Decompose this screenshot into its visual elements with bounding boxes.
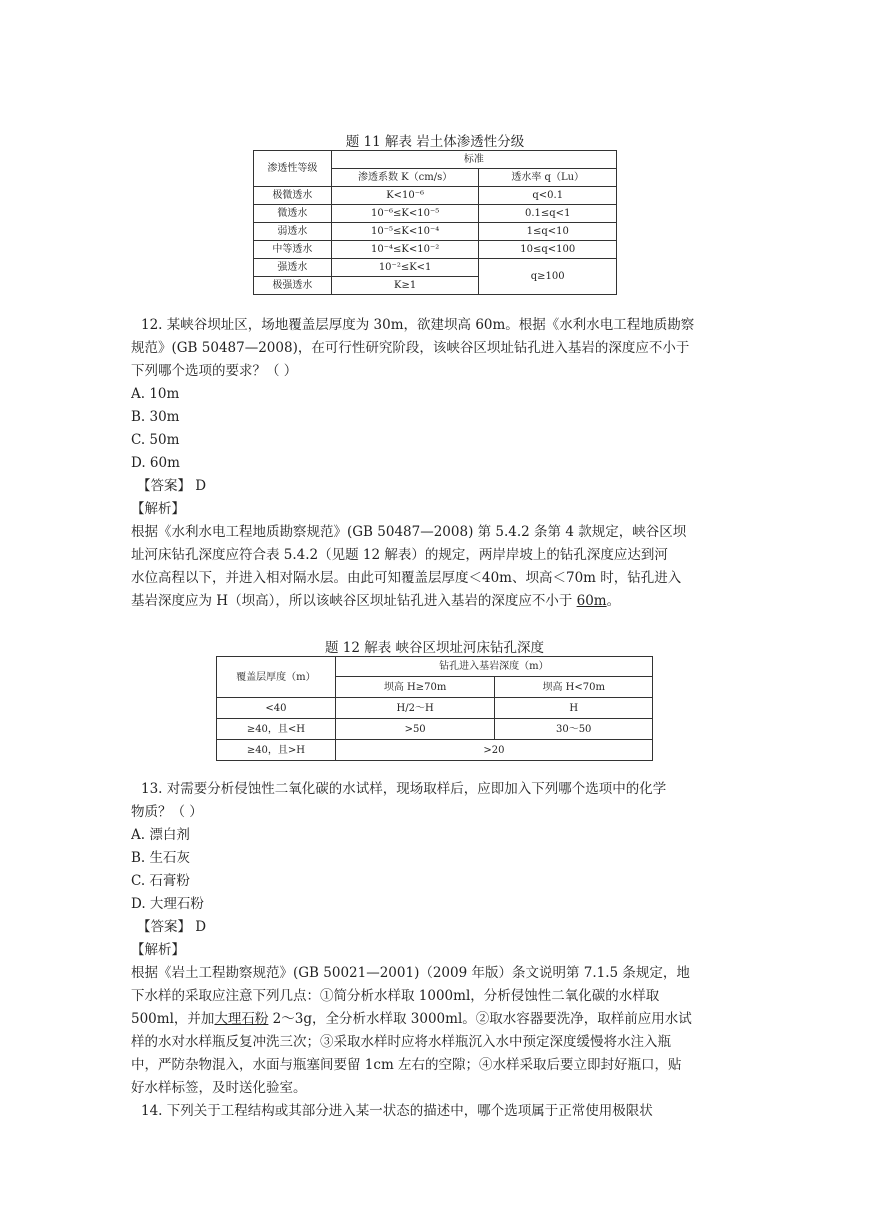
analysis-text: 样的水对水样瓶反复冲洗三次；③采取水样时应将水样瓶沉入水中预定深度缓慢将水注入瓶 [131,1034,671,1050]
table12 [216,656,653,761]
option-b: B. 生石灰 [131,850,191,866]
table-row [217,719,653,740]
table12-header-depth: 钻孔进入基岩深度（m） [335,657,652,677]
table-cell: 10⁻⁴≤K<10⁻² [331,241,479,259]
table11 [253,150,617,295]
table11-header-k: 渗透系数 K（cm/s） [331,169,479,187]
question-13 [131,778,741,1123]
table-cell: 30～50 [495,719,653,740]
table-cell: 10⁻⁵≤K<10⁻⁴ [331,223,479,241]
analysis-label: 【解析】 [131,942,185,958]
table-cell: q<0.1 [479,187,617,205]
question-text: 13. 对需要分析侵蚀性二氧化碳的水试样，现场取样后，应即加入下列哪个选项中的化学 [141,781,667,797]
table-row [254,241,617,259]
analysis-fragment: 500ml，并加 [131,1011,215,1027]
table-cell: 中等透水 [254,241,332,259]
option-a: A. 漂白剂 [131,827,190,843]
option-b: B. 30m [131,409,180,425]
option-a: A. 10m [131,386,180,402]
analysis-fragment: 。 [606,593,621,609]
table-row [254,205,617,223]
table11-header-q: 透水率 q（Lu） [479,169,617,187]
table11-header-level: 渗透性等级 [254,151,332,187]
question-text: 物质？（ ） [131,804,203,820]
table-cell: 极强透水 [254,277,332,295]
analysis-label: 【解析】 [131,501,185,517]
table-cell: 10⁻⁶≤K<10⁻⁵ [331,205,479,223]
table11-caption: 题 11 解表 岩土体渗透性分级 [345,134,525,150]
table-cell: K<10⁻⁶ [331,187,479,205]
table-cell: q≥100 [479,259,617,295]
table-cell: H [495,698,653,719]
table-row [254,187,617,205]
table12-header-thickness: 覆盖层厚度（m） [217,657,336,698]
analysis-text: 根据《岩土工程勘察规范》(GB 50021—2001)（2009 年版）条文说明第 7.1.5 条规定，地 [131,965,690,981]
analysis-fragment: 2～3g，全分析水样取 3000ml。②取水容器要洗净，取样前应用水试 [268,1011,692,1027]
table-cell: >20 [335,740,652,761]
analysis-text: 根据《水利水电工程地质勘察规范》(GB 50487—2008) 第 5.4.2 条第 4 款规定，峡谷区坝 [131,524,687,540]
table-cell: 极微透水 [254,187,332,205]
answer: 【答案】 D [137,919,207,935]
question-text: 下列哪个选项的要求？（ ） [131,363,298,379]
analysis-text: 中，严防杂物混入，水面与瓶塞间要留 1cm 左右的空隙；④水样采取后要立即封好瓶口，贴 [131,1057,682,1073]
analysis-fragment: 基岩深度应为 H（坝高），所以该峡谷区坝址钻孔进入基岩的深度应不小于 [131,593,577,609]
analysis-text [131,590,741,613]
table-row [254,259,617,277]
analysis-text [131,1008,741,1031]
underlined-answer: 60m [576,593,607,609]
table-cell: ≥40，且>H [217,740,336,761]
question-14-text: 14. 下列关于工程结构或其部分进入某一状态的描述中，哪个选项属于正常使用极限状 [141,1103,653,1119]
table12-caption: 题 12 解表 峡谷区坝址河床钻孔深度 [324,640,545,656]
table-cell: K≥1 [331,277,479,295]
underlined-answer: 大理石粉 [214,1011,269,1027]
option-d: D. 大理石粉 [131,896,204,912]
question-text: 规范》(GB 50487—2008)，在可行性研究阶段，该峡谷区坝址钻孔进入基岩的深度应不小于 [131,340,690,356]
option-c: C. 50m [131,432,180,448]
table-row [254,223,617,241]
table-cell: 弱透水 [254,223,332,241]
table-cell: 微透水 [254,205,332,223]
table-cell: 10≤q<100 [479,241,617,259]
table11-header-standard: 标准 [331,151,616,169]
analysis-text: 好水样标签，及时送化验室。 [131,1080,307,1096]
table-cell: <40 [217,698,336,719]
table-cell: 0.1≤q<1 [479,205,617,223]
table12-header-high-dam: 坝高 H≥70m [335,677,495,698]
answer: 【答案】 D [137,478,207,494]
question-12 [131,314,741,613]
table-cell: H/2～H [335,698,495,719]
table-row [217,698,653,719]
table12-header-low-dam: 坝高 H<70m [495,677,653,698]
option-d: D. 60m [131,455,180,471]
analysis-text: 址河床钻孔深度应符合表 5.4.2（见题 12 解表）的规定，两岸岸坡上的钻孔深度应达到河 [131,547,668,563]
table-cell: 强透水 [254,259,332,277]
table-cell: ≥40，且<H [217,719,336,740]
option-c: C. 石膏粉 [131,873,190,889]
table-cell: 1≤q<10 [479,223,617,241]
table-cell: >50 [335,719,495,740]
question-text: 12. 某峡谷坝址区，场地覆盖层厚度为 30m，欲建坝高 60m。根据《水利水电工程地质勘察 [141,317,695,333]
analysis-text: 水位高程以下，并进入相对隔水层。由此可知覆盖层厚度＜40m、坝高＜70m 时，钻孔进入 [131,570,682,586]
analysis-text: 下水样的采取应注意下列几点：①简分析水样取 1000ml，分析侵蚀性二氧化碳的水样取 [131,988,660,1004]
table-row [217,740,653,761]
table-cell: 10⁻²≤K<1 [331,259,479,277]
